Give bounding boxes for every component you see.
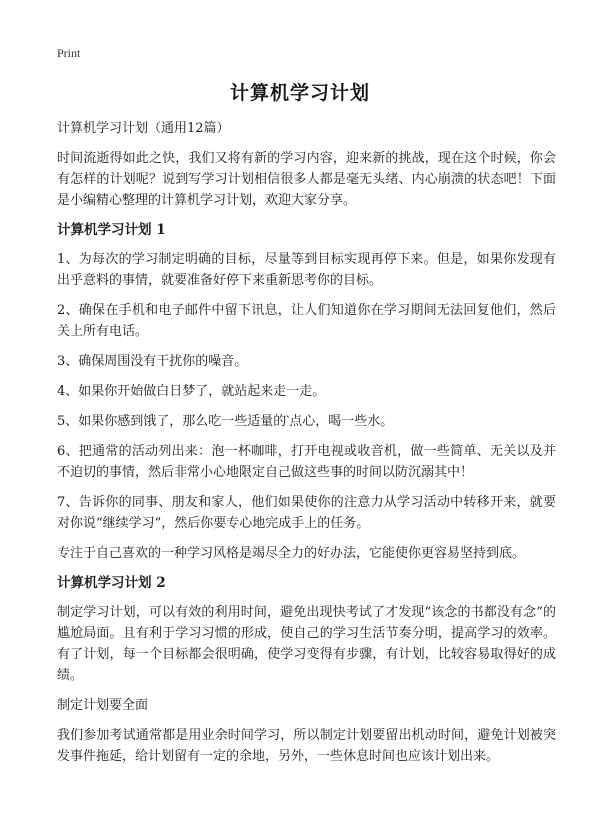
section-1-paragraph: 3、确保周围没有干扰你的噪音。 <box>57 354 248 369</box>
section-2-paragraph: 制定学习计划，可以有效的利用时间，避免出现快考试了才发现“该念的书都没有念”的尴尬局面。且有利于学习习惯的形成，使自己的学习生活节奏分明，提高学习的效率。有了计划，每一个目标都会很明确，使学习变得有步骤，有计划，比较容易取得好的成绩。 <box>57 605 556 683</box>
section-1-paragraph: 2、确保在手机和电子邮件中留下讯息，让人们知道你在学习期间无法回复他们，然后关上所有电话。 <box>57 303 556 339</box>
print-label: Print <box>57 46 81 60</box>
section-1-paragraph: 4、如果你开始做白日梦了，就站起来走一走。 <box>57 384 326 399</box>
section-1-paragraph: 6、把通常的活动列出来：泡一杯咖啡，打开电视或收音机，做一些简单、无关以及并不迫切的事情，然后非常小心地限定自己做这些事的时间以防沉溺其中！ <box>57 444 556 480</box>
section-heading-2: 计算机学习计划 2 <box>57 575 166 591</box>
page-title: 计算机学习计划 <box>229 82 370 104</box>
section-1-paragraph: 7、告诉你的同事、朋友和家人，他们如果使你的注意力从学习活动中转移开来，就要对你说“继续学习”，然后你要专心地完成手上的任务。 <box>57 495 556 531</box>
section-1-paragraph: 专注于自己喜欢的一种学习风格是竭尽全力的好办法，它能使你更容易坚持到底。 <box>57 546 526 561</box>
section-heading-1: 计算机学习计划 1 <box>57 222 166 238</box>
intro-paragraph: 时间流逝得如此之快，我们又将有新的学习内容，迎来新的挑战，现在这个时候，你会有怎样的计划呢？说到写学习计划相信很多人都是毫无头绪、内心崩溃的状态吧！下面是小编精心整理的计算机学习计划，欢迎大家分享。 <box>57 151 556 208</box>
document-body <box>57 118 556 776</box>
section-2-subheading: 制定计划要全面 <box>57 698 149 713</box>
document-subtitle: 计算机学习计划（通用12篇） <box>57 121 230 136</box>
section-2-paragraph: 我们参加考试通常都是用业余时间学习，所以制定计划要留出机动时间，避免计划被突发事件拖延，给计划留有一定的余地，另外，一些休息时间也应该计划出来。 <box>57 728 556 764</box>
section-1-paragraph: 5、如果你感到饿了，那么吃一些适量的‵点心，喝一些水。 <box>57 414 394 429</box>
section-1-paragraph: 1、为每次的学习制定明确的目标，尽量等到目标实现再停下来。但是，如果你发现有出乎意料的事情，就要准备好停下来重新思考你的目标。 <box>57 252 556 288</box>
